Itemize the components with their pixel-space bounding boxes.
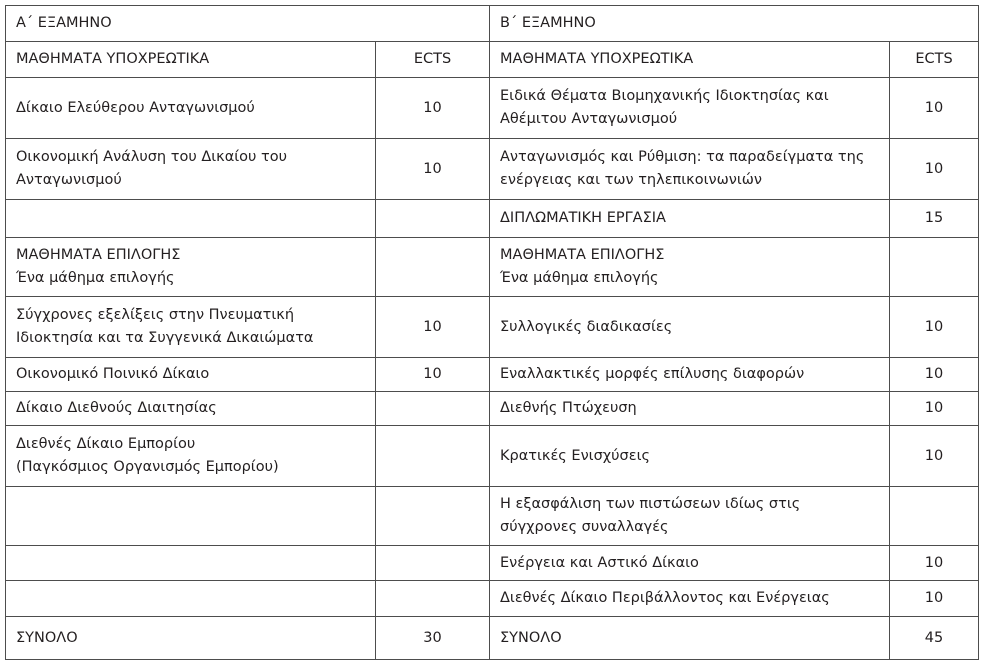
semester-header-row <box>6 6 979 42</box>
mandatory-b-header: ΜΑΘΗΜΑΤΑ ΥΠΟΧΡΕΩΤΙΚΑ <box>490 42 890 78</box>
course-a <box>6 426 376 487</box>
total-a-value: 30 <box>376 617 490 660</box>
course-b: Ειδικά Θέματα Βιομηχανικής Ιδιοκτησίας και Αθέμιτου Ανταγωνισμού <box>490 78 890 139</box>
ects-b: 10 <box>890 297 979 358</box>
electives-b-title: ΜΑΘΗΜΑΤΑ ΕΠΙΛΟΓΗΣ <box>500 247 665 263</box>
ects-a: 10 <box>376 297 490 358</box>
mandatory-a-header: ΜΑΘΗΜΑΤΑ ΥΠΟΧΡΕΩΤΙΚΑ <box>6 42 376 78</box>
semester-a-heading: Α΄ ΕΞΑΜΗΝΟ <box>6 6 490 42</box>
table-row <box>6 546 979 581</box>
ects-b: 10 <box>890 426 979 487</box>
column-header-row <box>6 42 979 78</box>
ects-b: 10 <box>890 392 979 426</box>
table-row <box>6 581 979 617</box>
course-a <box>6 487 376 546</box>
electives-b-heading <box>490 238 890 297</box>
course-b: Συλλογικές διαδικασίες <box>490 297 890 358</box>
ects-a <box>376 392 490 426</box>
table-row <box>6 200 979 238</box>
course-a <box>6 546 376 581</box>
table-row <box>6 297 979 358</box>
course-a <box>6 581 376 617</box>
course-b: ΔΙΠΛΩΜΑΤΙΚΗ ΕΡΓΑΣΙΑ <box>490 200 890 238</box>
ects-b: 10 <box>890 358 979 392</box>
total-b-value: 45 <box>890 617 979 660</box>
totals-row <box>6 617 979 660</box>
electives-a-title: ΜΑΘΗΜΑΤΑ ΕΠΙΛΟΓΗΣ <box>16 247 181 263</box>
ects-a <box>376 238 490 297</box>
ects-a <box>376 426 490 487</box>
table-row <box>6 487 979 546</box>
elective-header-row <box>6 238 979 297</box>
curriculum-table <box>5 5 979 660</box>
ects-b <box>890 238 979 297</box>
course-b: Ενέργεια και Αστικό Δίκαιο <box>490 546 890 581</box>
course-a-title: Διεθνές Δίκαιο Εμπορίου <box>16 436 196 452</box>
ects-b: 10 <box>890 581 979 617</box>
table-row <box>6 358 979 392</box>
ects-b: 15 <box>890 200 979 238</box>
course-b: Κρατικές Ενισχύσεις <box>490 426 890 487</box>
course-a: Σύγχρονες εξελίξεις στην Πνευματική Ιδιοκτησία και τα Συγγενικά Δικαιώματα <box>6 297 376 358</box>
ects-b <box>890 487 979 546</box>
ects-a: 10 <box>376 139 490 200</box>
course-b: Διεθνές Δίκαιο Περιβάλλοντος και Ενέργειας <box>490 581 890 617</box>
course-b: Ανταγωνισμός και Ρύθμιση: τα παραδείγματα της ενέργειας και των τηλεπικοινωνιών <box>490 139 890 200</box>
course-b: Εναλλακτικές μορφές επίλυσης διαφορών <box>490 358 890 392</box>
electives-a-note: Ένα μάθημα επιλογής <box>16 270 175 286</box>
course-a: Δίκαιο Ελεύθερου Ανταγωνισμού <box>6 78 376 139</box>
semester-b-heading: Β΄ ΕΞΑΜΗΝΟ <box>490 6 979 42</box>
ects-a: 10 <box>376 78 490 139</box>
ects-a-header: ECTS <box>376 42 490 78</box>
course-a <box>6 200 376 238</box>
total-a-label: ΣΥΝΟΛΟ <box>6 617 376 660</box>
table-row <box>6 139 979 200</box>
total-b-label: ΣΥΝΟΛΟ <box>490 617 890 660</box>
course-a: Οικονομική Ανάλυση του Δικαίου του Ανταγωνισμού <box>6 139 376 200</box>
course-a: Οικονομικό Ποινικό Δίκαιο <box>6 358 376 392</box>
table-row <box>6 78 979 139</box>
course-a-note: (Παγκόσμιος Οργανισμός Εμπορίου) <box>16 459 279 475</box>
course-b: Η εξασφάλιση των πιστώσεων ιδίως στις σύγχρονες συναλλαγές <box>490 487 890 546</box>
ects-b: 10 <box>890 139 979 200</box>
course-b: Διεθνής Πτώχευση <box>490 392 890 426</box>
electives-b-note: Ένα μάθημα επιλογής <box>500 270 659 286</box>
ects-b: 10 <box>890 78 979 139</box>
ects-a: 10 <box>376 358 490 392</box>
ects-b: 10 <box>890 546 979 581</box>
ects-a <box>376 487 490 546</box>
course-a: Δίκαιο Διεθνούς Διαιτησίας <box>6 392 376 426</box>
electives-a-heading <box>6 238 376 297</box>
ects-b-header: ECTS <box>890 42 979 78</box>
ects-a <box>376 581 490 617</box>
table-row <box>6 426 979 487</box>
ects-a <box>376 200 490 238</box>
table-row <box>6 392 979 426</box>
ects-a <box>376 546 490 581</box>
